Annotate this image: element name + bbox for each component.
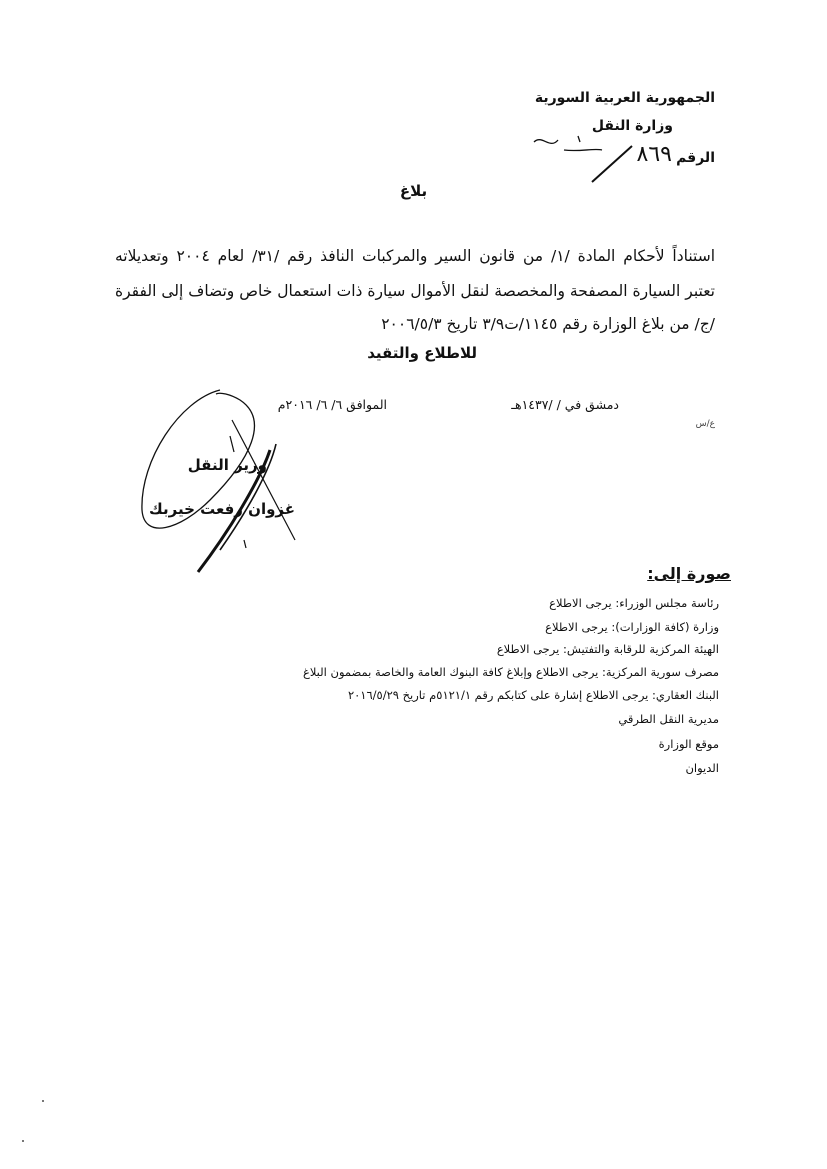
copy-to-heading: صورة إلى: <box>647 564 731 583</box>
signatory-title: وزير النقل <box>187 456 267 474</box>
header-ministry: وزارة النقل <box>591 118 673 134</box>
date-gregorian: الموافق ٦/ ٦/ ٢٠١٦م <box>277 397 387 412</box>
signatory-name: غزوان رفعت خيربك <box>149 500 295 518</box>
scan-speck <box>42 1100 44 1102</box>
notice-line: للاطلاع والتقيد <box>367 344 477 362</box>
body-line-2: تعتبر السيارة المصفحة والمخصصة لنقل الأموال سيارة ذات استعمال خاص وتضاف إلى الفقرة <box>115 282 715 300</box>
recipient-item: البنك العقاري: يرجى الاطلاع إشارة على كتابكم رقم ٥١٢١/١م تاريخ ٢٠١٦/٥/٢٩ <box>347 688 719 702</box>
date-city-hijri: دمشق في / /١٤٣٧هـ <box>511 397 619 412</box>
header-number-label: الرقم <box>676 150 715 166</box>
recipient-item: وزارة (كافة الوزارات): يرجى الاطلاع <box>545 620 719 634</box>
body-line-3: /ج/ من بلاغ الوزارة رقم ١١٤٥/ت٣/٩ تاريخ ٢٠٠٦/٥/٣ <box>381 315 715 333</box>
recipient-item: رئاسة مجلس الوزراء: يرجى الاطلاع <box>549 596 719 610</box>
recipient-item: الديوان <box>685 761 719 775</box>
recipient-item: مديرية النقل الطرقي <box>618 712 719 726</box>
header-number-value: ٨٦٩ <box>636 142 672 167</box>
scan-speck <box>22 1140 24 1142</box>
document-title: بلاغ <box>399 182 428 200</box>
initials-mark: ع/س <box>695 419 715 429</box>
body-line-1: استناداً لأحكام المادة /١/ من قانون السير والمركبات النافذ رقم /٣١/ لعام ٢٠٠٤ وتعديلاته <box>115 247 715 265</box>
recipient-item: الهيئة المركزية للرقابة والتفتيش: يرجى الاطلاع <box>496 642 719 656</box>
handwritten-number-stroke <box>520 128 680 184</box>
handwritten-signature <box>120 380 340 580</box>
recipient-item: مصرف سورية المركزية: يرجى الاطلاع وإبلاغ كافة البنوك العامة والخاصة بمضمون البلاغ <box>302 665 719 679</box>
recipient-item: موقع الوزارة <box>658 737 719 751</box>
header-republic: الجمهورية العربية السورية <box>534 90 715 106</box>
